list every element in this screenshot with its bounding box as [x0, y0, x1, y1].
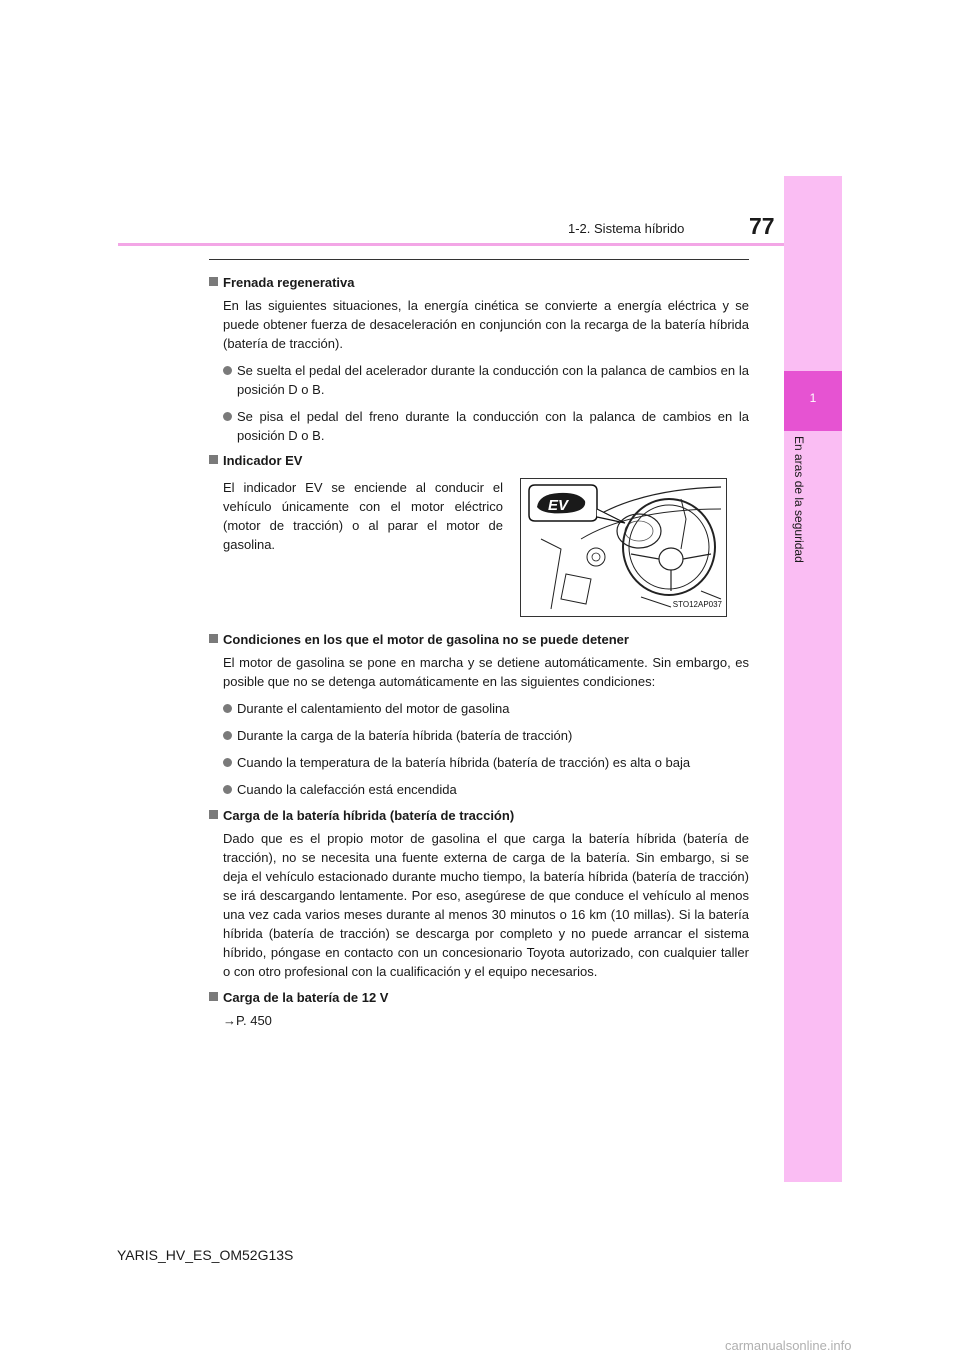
page-content [209, 266, 749, 1030]
circle-bullet-icon [223, 704, 232, 713]
list-item-text: Durante el calentamiento del motor de gasolina [237, 701, 510, 716]
list-item-text: Se suelta el pedal del acelerador durante la conducción con la palanca de cambios en la posición D o B. [237, 363, 749, 397]
list-item [209, 780, 749, 799]
circle-bullet-icon [223, 366, 232, 375]
square-bullet-icon [209, 810, 218, 819]
page-number: 77 [749, 213, 775, 239]
heading-text: Carga de la batería híbrida (batería de tracción) [223, 808, 515, 823]
heading-hybrid-battery-charging [209, 806, 749, 825]
section-title: 1-2. Sistema híbrido [568, 221, 685, 236]
heading-regenerative-braking [209, 273, 749, 292]
chapter-side-tab [784, 176, 842, 1182]
heading-ev-indicator [209, 451, 749, 470]
page-reference-link[interactable]: →P. 450 [223, 1013, 272, 1028]
square-bullet-icon [209, 455, 218, 464]
paragraph: El indicador EV se enciende al conducir el vehículo únicamente con el motor eléctrico (motor de tracción) o al parar el motor de gasolina. [223, 480, 503, 552]
list-item [209, 407, 749, 445]
square-bullet-icon [209, 992, 218, 1001]
paragraph: En las siguientes situaciones, la energía cinética se convierte a energía eléctrica y se puede obtener fuerza de desaceleración en conjunción con la recarga de la batería híbrida (batería de tracción). [223, 298, 749, 351]
list-item [209, 699, 749, 718]
list-item-text: Durante la carga de la batería híbrida (batería de tracción) [237, 728, 573, 743]
list-item-text: Se pisa el pedal del freno durante la conducción con la palanca de cambios en la posición D o B. [237, 409, 749, 443]
list-item [209, 361, 749, 399]
ev-badge-text: EV [548, 497, 569, 514]
figure-code: STO12AP037 [672, 600, 722, 609]
paragraph: Dado que es el propio motor de gasolina el que carga la batería híbrida (batería de tracción), no se necesita una fuente externa de carga de la batería. Sin embargo, si se deja el vehículo estacionado durante mucho tiempo, la batería híbrida (batería de tracción) se irá descargando lentamente. Por eso, asegúrese de que conduce el vehículo al menos una vez cada varios meses durante al menos 30 minutos o 16 km (10 millas). Si la batería híbrida (batería de tracción) se descarga por completo y no puede arrancar el sistema híbrido, póngase en contacto con un concesionario Toyota autorizado, con cualquier taller o con otro profesional con la cualificación y el equipo necesarios. [223, 831, 749, 979]
circle-bullet-icon [223, 785, 232, 794]
square-bullet-icon [209, 634, 218, 643]
heading-12v-battery-charging [209, 988, 749, 1007]
chapter-label: En aras de la seguridad [792, 436, 806, 563]
heading-engine-stop-conditions [209, 630, 749, 649]
heading-text: Frenada regenerativa [223, 275, 355, 290]
chapter-number: 1 [809, 391, 817, 405]
ev-indicator-block [209, 474, 749, 634]
list-item-text: Cuando la calefacción está encendida [237, 782, 457, 797]
watermark: carmanualsonline.info [725, 1338, 852, 1353]
document-code: YARIS_HV_ES_OM52G13S [117, 1247, 294, 1263]
list-item [209, 753, 749, 772]
ev-indicator-figure [520, 478, 727, 617]
paragraph: El motor de gasolina se pone en marcha y se detiene automáticamente. Sin embargo, es posible que no se detenga automáticamente en las siguientes condiciones: [223, 655, 749, 689]
heading-text: Carga de la batería de 12 V [223, 990, 389, 1005]
heading-text: Condiciones en los que el motor de gasolina no se puede detener [223, 632, 629, 647]
list-item-text: Cuando la temperatura de la batería híbrida (batería de tracción) es alta o baja [237, 755, 691, 770]
circle-bullet-icon [223, 412, 232, 421]
list-item [209, 726, 749, 745]
heading-text: Indicador EV [223, 453, 303, 468]
square-bullet-icon [209, 277, 218, 286]
circle-bullet-icon [223, 731, 232, 740]
content-top-rule [209, 259, 749, 260]
header-divider [118, 243, 784, 246]
circle-bullet-icon [223, 758, 232, 767]
